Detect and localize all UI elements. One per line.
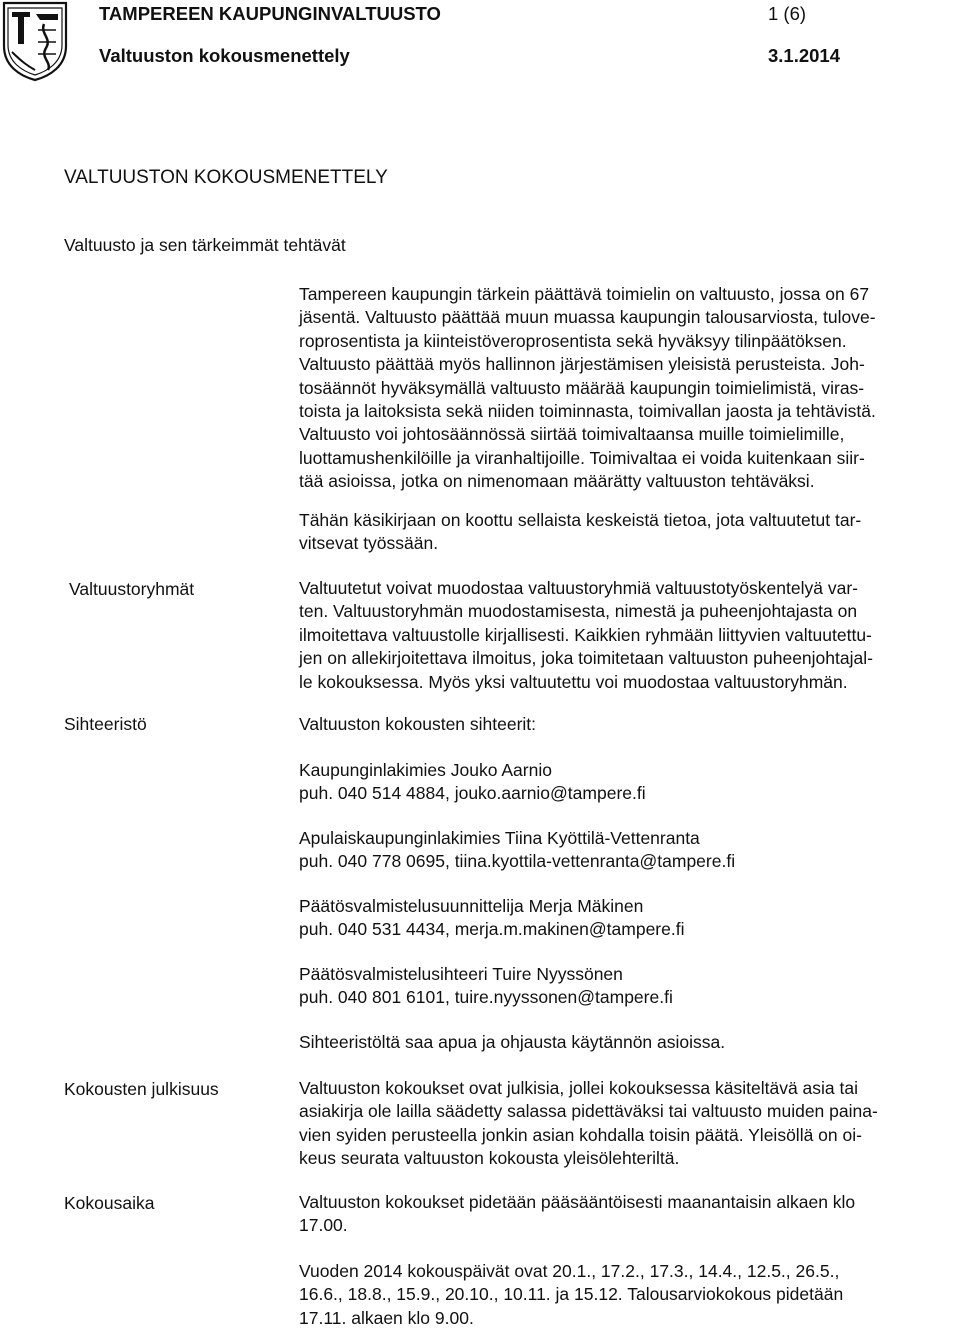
text-line: luottamushenkilöille ja viranhaltijoille. Toimivaltaa ei voida kuitenkaan siir- xyxy=(299,447,865,468)
contact-block xyxy=(299,759,927,806)
page-number: 1 (6) xyxy=(768,3,807,24)
text-line: 16.6., 18.8., 15.9., 20.10., 10.11. ja 15.12. Talousarviokokous pidetään xyxy=(299,1284,844,1305)
text-line: tää asioissa, jotka on nimenomaan määrätty valtuuston tehtäväksi. xyxy=(299,471,815,492)
contact-info: puh. 040 514 4884, jouko.aarnio@tampere.fi xyxy=(299,783,646,804)
text-line: tosäännöt hyväksymällä valtuusto määrää kaupungin toimielimistä, viras- xyxy=(299,377,865,398)
secretariat-note: Sihteeristöltä saa apua ja ohjausta käytännön asioissa. xyxy=(299,1032,726,1052)
text-line: vitsevat työssään. xyxy=(299,533,439,554)
contact-name: Kaupunginlakimies Jouko Aarnio xyxy=(299,760,552,780)
text-line: asiakirja ole lailla säädetty salassa pidettäväksi tai valtuusto muiden paina- xyxy=(299,1101,878,1122)
intro-paragraph xyxy=(299,283,927,494)
contact-info: puh. 040 778 0695, tiina.kyottila-vettenranta@tampere.fi xyxy=(299,851,736,872)
text-line: ilmoitettava valtuustolle kirjallisesti. Kaikkien ryhmään liittyvien valtuutettu- xyxy=(299,624,872,645)
contact-block xyxy=(299,895,927,942)
text-line: Tähän käsikirjaan on koottu sellaista keskeistä tietoa, jota valtuutetut tar- xyxy=(299,510,862,530)
text-line: Tampereen kaupungin tärkein päättävä toimielin on valtuusto, jossa on 67 xyxy=(299,284,870,304)
contact-name: Päätösvalmistelusihteeri Tuire Nyyssönen xyxy=(299,964,623,984)
organization-name: TAMPEREEN KAUPUNGINVALTUUSTO xyxy=(99,3,441,24)
contact-block xyxy=(299,963,927,1010)
meeting-dates-paragraph xyxy=(299,1260,927,1330)
text-line: jen on allekirjoitettava ilmoitus, joka toimitetaan valtuuston puheenjohtajal- xyxy=(299,648,873,669)
text-line: le kokouksessa. Myös yksi valtuutettu voi muodostaa valtuustoryhmän. xyxy=(299,671,848,692)
page-title: VALTUUSTON KOKOUSMENETTELY xyxy=(64,167,388,188)
text-line: Valtuuston kokoukset ovat julkisia, jollei kokouksessa käsiteltävä asia tai xyxy=(299,1078,858,1098)
text-line: keus seurata valtuuston kokousta yleisölehteriltä. xyxy=(299,1148,680,1169)
contact-block xyxy=(299,827,927,874)
text-line: Valtuutetut voivat muodostaa valtuustoryhmiä valtuustotyöskentelyä var- xyxy=(299,578,858,598)
text-line: jäsentä. Valtuusto päättää muun muassa kaupungin talousarviosta, tulove- xyxy=(299,307,876,328)
contact-info: puh. 040 801 6101, tuire.nyyssonen@tampere.fi xyxy=(299,987,673,1008)
text-line: roprosentista ja kiinteistöveroprosentista sekä hyväksyy tilinpäätöksen. xyxy=(299,330,847,351)
text-line: Valtuuston kokoukset pidetään pääsääntöisesti maanantaisin alkaen klo xyxy=(299,1192,856,1212)
handbook-paragraph xyxy=(299,509,927,556)
contact-info: puh. 040 531 4434, merja.m.makinen@tampere.fi xyxy=(299,919,685,940)
text-line: toista ja laitoksista sekä niiden toiminnasta, toimivallan jaosta ja tehtävistä. xyxy=(299,401,876,422)
section-subtitle: Valtuusto ja sen tärkeimmät tehtävät xyxy=(64,235,346,255)
secretariat-intro: Valtuuston kokousten sihteerit: xyxy=(299,714,537,734)
text-line: 17.00. xyxy=(299,1215,348,1236)
publicity-paragraph xyxy=(299,1077,927,1171)
document-title: Valtuuston kokousmenettely xyxy=(99,45,350,66)
contact-name: Apulaiskaupunginlakimies Tiina Kyöttilä-Vettenranta xyxy=(299,828,700,848)
text-line: Vuoden 2014 kokouspäivät ovat 20.1., 17.2., 17.3., 14.4., 12.5., 26.5., xyxy=(299,1261,840,1281)
tampere-coat-of-arms-icon xyxy=(0,0,70,82)
text-line: Valtuusto voi johtosäännössä siirtää toimivaltaansa muille toimielimille, xyxy=(299,424,845,445)
text-line: vien syiden perusteella jonkin asian kohdalla toisin päätä. Yleisöllä on oi- xyxy=(299,1124,862,1145)
meeting-time-paragraph xyxy=(299,1191,927,1238)
secretariat-heading: Sihteeristö xyxy=(64,714,147,734)
document-date: 3.1.2014 xyxy=(768,45,841,66)
text-line: ten. Valtuustoryhmän muodostamisesta, nimestä ja puheenjohtajasta on xyxy=(299,601,858,622)
groups-paragraph xyxy=(299,577,927,694)
groups-heading: Valtuustoryhmät xyxy=(69,579,195,599)
text-line: Valtuusto päättää myös hallinnon järjestämisen yleisistä perusteista. Joh- xyxy=(299,354,865,375)
meeting-time-heading: Kokousaika xyxy=(64,1193,155,1213)
contact-name: Päätösvalmistelusuunnittelija Merja Mäkinen xyxy=(299,896,644,916)
text-line: 17.11. alkaen klo 9.00. xyxy=(299,1307,474,1328)
publicity-heading: Kokousten julkisuus xyxy=(64,1079,219,1099)
